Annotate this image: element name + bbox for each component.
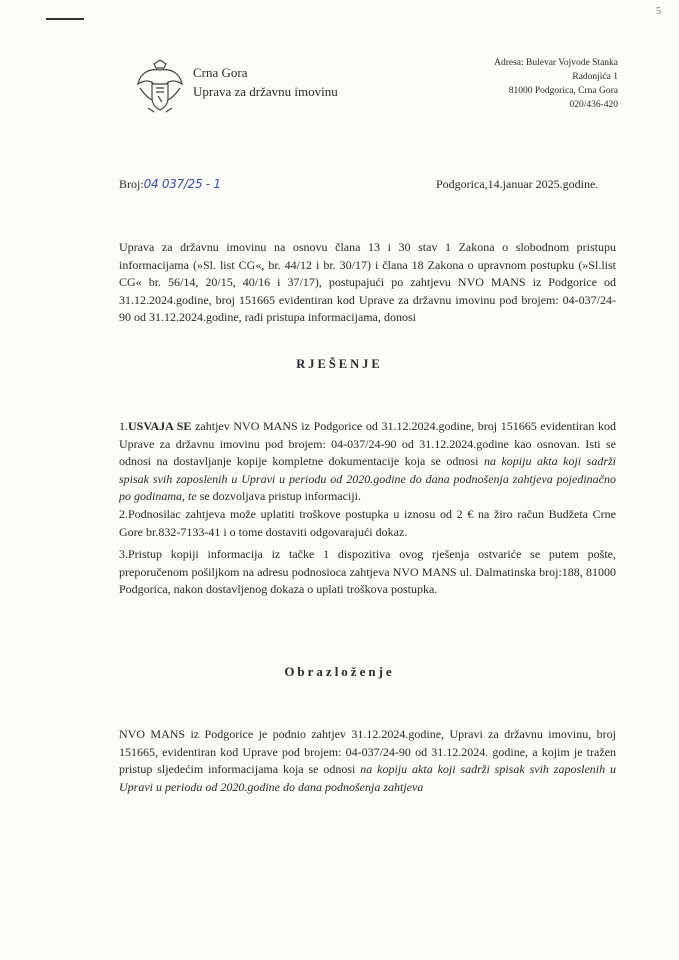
address-line: Radonjića 1: [572, 72, 618, 82]
handwritten-reference: 04 037/25 - 1: [143, 177, 221, 191]
reasoning-italic-text: na kopiju akta koji sadrži spisak svih zaposlenih u Upravi u periodu od 2020.godine do dana podnošenja zahtjeva: [119, 762, 617, 794]
agency-name: Uprava za državnu imovinu: [193, 84, 338, 99]
item-text-end: se dozvoljava pristup informaciji.: [196, 489, 361, 503]
address-line: 81000 Podgorica, Crna Gora: [508, 86, 618, 96]
reasoning-paragraph: [119, 726, 616, 796]
decision-item-3: 3.Pristup kopiji informacija iz tačke 1 dispozitiva ovog rješenja ostvariće se putem pošte, preporučenom pošiljkom na adresu podnosioca zahtjeva NVO MANS ul. Dalmatinska broj:188, 81000 Podgorica, nakon dostavljenog dokaza o uplati troškova postupka.: [119, 547, 616, 596]
reference-number: [119, 177, 221, 192]
document-date: Podgorica,14.januar 2025.godine.: [436, 177, 599, 191]
country-name: Crna Gora: [193, 65, 248, 80]
address-line: 020/436-420: [569, 100, 618, 110]
page-corner-mark: 5: [656, 6, 661, 17]
intro-paragraph: Uprava za državnu imovinu na osnovu člana 13 i 30 stav 1 Zakona o slobodnom pristupu informacijama (»Sl. list CG«, br. 44/12 i br. 30/17) i člana 18 Zakona o upravnom postupku (»Sl.list CG« br. 56/14, 20/15, 40/16 i 37/17), postupajući po zahtjevu NVO MANS iz Podgorice od 31.12.2024.godine, broj 151665 evidentiran kod Uprave za državnu imovinu pod brojem: 04-037/24-90 od 31.12.2024.godine, radi pristupa informacijama, donosi: [119, 240, 616, 324]
coat-of-arms-icon: [134, 58, 186, 116]
sender-organization: [193, 63, 338, 101]
reference-label: Broj:: [119, 177, 144, 191]
address-line: Adresa: Bulevar Vojvode Stanka: [494, 58, 618, 68]
sender-address: [440, 56, 618, 112]
item-italic-text: na kopiju akta koji sadrži spisak svih zaposlenih u Upravi u periodu od 2020.godine do dana podnošenja zahtjeva pojedinačno po godinama, te: [119, 454, 617, 503]
item-number: 1.: [119, 419, 128, 433]
item-text: zahtjev NVO MANS iz Podgorice od 31.12.2024.godine, broj 151665 evidentiran kod Uprave za državnu imovinu pod brojem: 04-037/24-90 od 31.12.2024.godine kao osnovan. Isti se odnosi na dostavljanje kopije kompletne dokumentacije koja se odnosi: [119, 419, 617, 468]
reasoning-title: Obrazloženje: [284, 664, 395, 679]
top-left-mark: [46, 18, 84, 20]
decision-item-2: 2.Podnosilac zahtjeva može uplatiti troškove postupka u iznosu od 2 € na žiro račun Budžeta Crne Gore br.832-7133-41 i o tome dostaviti odgovarajući dokaz.: [119, 507, 616, 539]
decision-title: RJEŠENJE: [296, 357, 383, 371]
reasoning-text: NVO MANS iz Podgorice je podnio zahtjev 31.12.2024.godine, Upravi za državnu imovinu, broj 151665, evidentiran kod Uprave pod brojem: 04-037/24-90 od 31.12.2024. godine, a kojim je tražen pristup sljedećim informacijama koja se odnosi: [119, 727, 616, 776]
item-bold-lead: USVAJA SE: [128, 419, 192, 433]
decision-item-1: [119, 418, 616, 506]
